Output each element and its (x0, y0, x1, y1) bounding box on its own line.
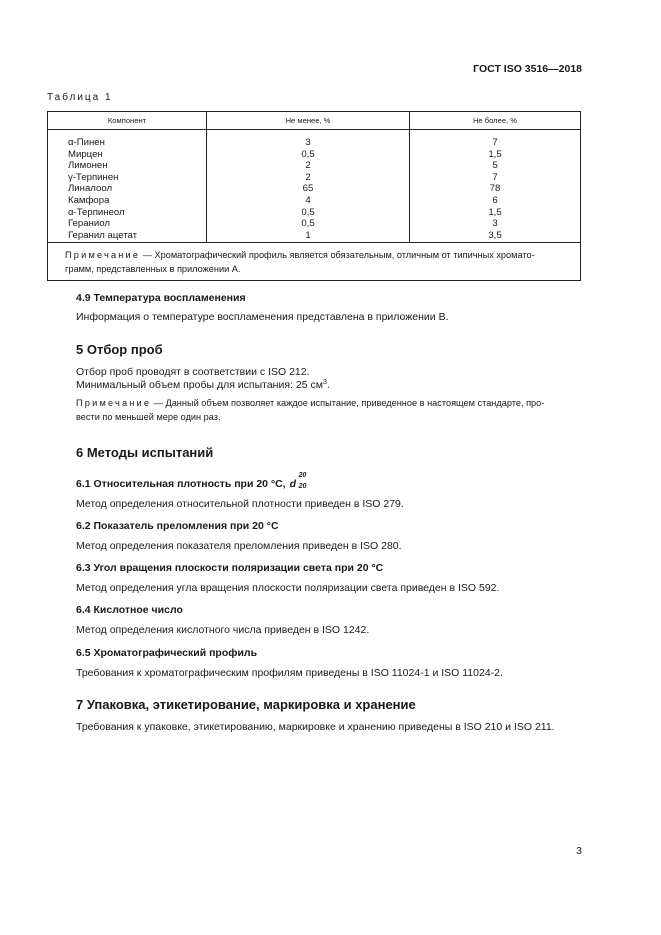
page-number: 3 (576, 845, 582, 857)
table-note-row (48, 243, 581, 281)
section-6-1-text: Метод определения относительной плотности приведен в ISO 279. (76, 498, 404, 510)
section-6-5-text: Требования к хроматографическим профилям приведены в ISO 11024-1 и ISO 11024-2. (76, 667, 503, 679)
section-6-3-heading: 6.3 Угол вращения плоскости поляризации света при 20 °С (76, 562, 384, 574)
components-table (47, 111, 581, 281)
table-caption: Таблица 1 (47, 92, 113, 103)
table-row (48, 160, 581, 172)
col-header-component: Компонент (48, 112, 207, 130)
section-6-2-heading: 6.2 Показатель преломления при 20 °С (76, 520, 279, 532)
cell-min: 0,5 (207, 218, 410, 230)
cell-component: γ-Терпинен (48, 172, 207, 184)
cell-min: 2 (207, 160, 410, 172)
section-5-line2-sup: 3 (322, 379, 327, 386)
section-5-line2 (76, 379, 330, 392)
cell-min: 2 (207, 172, 410, 184)
table-note (48, 243, 581, 281)
cell-component: Гераниол (48, 218, 207, 230)
cell-component: Камфора (48, 195, 207, 207)
section-4-9-text: Информация о температуре воспламенения представлена в приложении В. (76, 311, 449, 323)
symbol-superscript: 20 (298, 472, 307, 479)
section-6-5-heading: 6.5 Хроматографический профиль (76, 647, 258, 659)
section-6-2-text: Метод определения показателя преломления приведен в ISO 280. (76, 540, 402, 552)
section-6-heading: 6 Методы испытаний (76, 445, 214, 460)
section-5-line2-end: . (326, 379, 330, 391)
table-row (48, 218, 581, 230)
cell-min: 65 (207, 183, 410, 195)
table-row (48, 207, 581, 219)
relative-density-symbol (289, 472, 307, 490)
section-5-line2-text: Минимальный объем пробы для испытания: 25 см (76, 379, 323, 391)
cell-min: 4 (207, 195, 410, 207)
section-6-1-heading-text: 6.1 Относительная плотность при 20 °С, (76, 478, 286, 490)
cell-min: 1 (207, 230, 410, 243)
table-row (48, 130, 581, 149)
table-note-label: Примечание (65, 250, 141, 261)
cell-max: 3 (410, 218, 581, 230)
cell-min: 0,5 (207, 207, 410, 219)
table-note-text-2: грамм, представленных в приложении А. (65, 264, 241, 275)
cell-max: 5 (410, 160, 581, 172)
section-5-heading: 5 Отбор проб (76, 342, 163, 357)
section-5-note-label: Примечание (76, 398, 152, 408)
table-row (48, 183, 581, 195)
cell-max: 6 (410, 195, 581, 207)
section-7-heading: 7 Упаковка, этикетирование, маркировка и хранение (76, 697, 416, 712)
table-note-text: — Хроматографический профиль является обязательным, отличным от типичных хромато- (140, 250, 535, 261)
section-6-1-heading (76, 472, 307, 490)
section-6-4-heading: 6.4 Кислотное число (76, 604, 183, 616)
table-header-row (48, 112, 581, 130)
section-5-note-text: — Данный объем позволяет каждое испытание, приведенное в настоящем стандарте, про- (151, 398, 545, 408)
cell-max: 78 (410, 183, 581, 195)
section-5-note (76, 396, 585, 424)
section-5-line1: Отбор проб проводят в соответствии с ISO 212. (76, 366, 310, 378)
cell-component: α-Пинен (48, 130, 207, 149)
cell-max: 3,5 (410, 230, 581, 243)
table-row (48, 230, 581, 243)
section-6-3-text: Метод определения угла вращения плоскости поляризации света приведен в ISO 592. (76, 582, 500, 594)
cell-component: α-Терпинеол (48, 207, 207, 219)
cell-max: 7 (410, 130, 581, 149)
cell-min: 3 (207, 130, 410, 149)
section-4-9-heading: 4.9 Температура воспламенения (76, 292, 246, 304)
section-6-4-text: Метод определения кислотного числа приведен в ISO 1242. (76, 624, 370, 636)
table-row (48, 149, 581, 161)
col-header-max: Не более, % (410, 112, 581, 130)
col-header-min: Не менее, % (207, 112, 410, 130)
section-7-text: Требования к упаковке, этикетированию, маркировке и хранению приведены в ISO 210 и ISO 211. (76, 721, 555, 733)
section-5-note-text-2: вести по меньшей мере один раз. (76, 412, 221, 422)
cell-max: 7 (410, 172, 581, 184)
cell-component: Геранил ацетат (48, 230, 207, 243)
standard-id: ГОСТ ISO 3516—2018 (473, 63, 582, 75)
cell-min: 0,5 (207, 149, 410, 161)
symbol-subscript: 20 (298, 483, 307, 490)
cell-component: Лимонен (48, 160, 207, 172)
table-row (48, 195, 581, 207)
table-row (48, 172, 581, 184)
cell-max: 1,5 (410, 149, 581, 161)
cell-max: 1,5 (410, 207, 581, 219)
symbol-letter: d (289, 478, 297, 490)
cell-component: Мирцен (48, 149, 207, 161)
cell-component: Линалоол (48, 183, 207, 195)
